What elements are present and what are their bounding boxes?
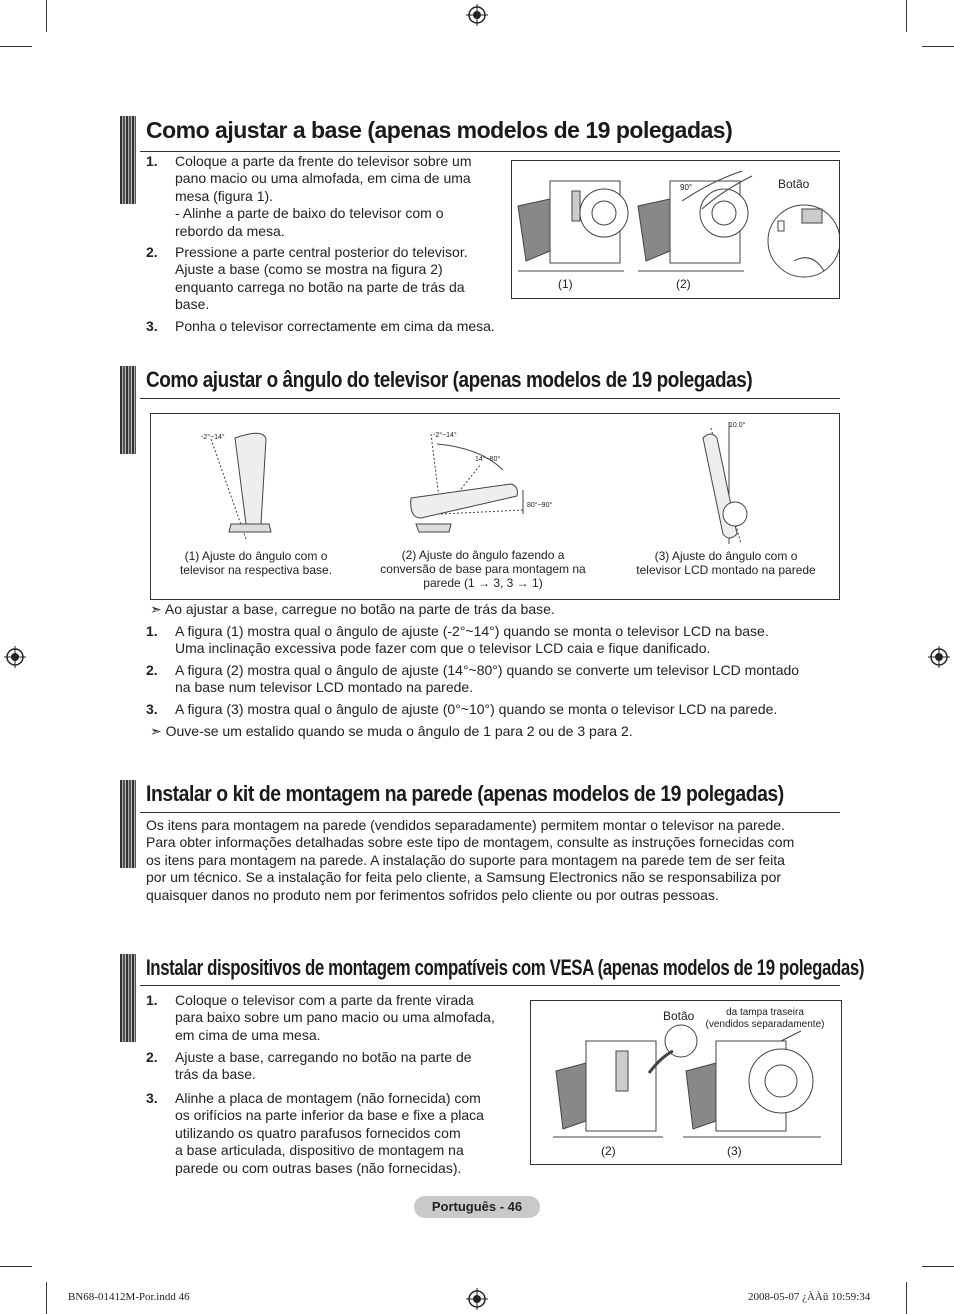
- step-text: A figura (2) mostra qual o ângulo de ajuste (14°~80°) quando se converte um televisor LCD montado na base num televisor LCD montado na parede.: [175, 662, 800, 696]
- crop-mark: [906, 1282, 907, 1314]
- section-title: Instalar dispositivos de montagem compatíveis com VESA (apenas modelos de 19 polegadas): [146, 955, 865, 980]
- figure-label: (2): [601, 1144, 616, 1158]
- step-text: A figura (1) mostra qual o ângulo de ajuste (-2°~14°) quando se monta o televisor LCD na base. Uma inclinação excessiva pode fazer com que o televisor LCD caia e fique danificado.: [175, 623, 769, 657]
- section-title: Como ajustar o ângulo do televisor (apenas modelos de 19 polegadas): [146, 367, 753, 392]
- page-number-badge: Português - 46: [414, 1196, 540, 1218]
- crop-mark: [46, 1282, 47, 1314]
- step-number: 2.: [146, 244, 158, 260]
- registration-mark-icon: [4, 646, 26, 668]
- step-number: 1.: [146, 153, 158, 169]
- figure-vesa-mount: [530, 1000, 842, 1165]
- crop-mark: [922, 46, 954, 47]
- figure-label: (1): [558, 277, 573, 291]
- crop-mark: [922, 1266, 954, 1267]
- section-bar: [120, 116, 136, 204]
- crop-mark: [0, 1266, 32, 1267]
- figure-caption: (3) Ajuste do ângulo com o televisor LCD montado na parede: [636, 549, 816, 577]
- figure-label: (3): [727, 1144, 742, 1158]
- step-text: Ponha o televisor correctamente em cima da mesa.: [175, 318, 495, 334]
- note: ➣ Ao ajustar a base, carregue no botão na parte de trás da base.: [150, 601, 555, 617]
- angle-label: 10.0°: [729, 422, 746, 429]
- crop-mark: [906, 0, 907, 32]
- button-label: Botão: [663, 1009, 695, 1023]
- step-text: A figura (3) mostra qual o ângulo de ajuste (0°~10°) quando se monta o televisor LCD na parede.: [175, 701, 778, 717]
- angle-label: 90°: [680, 183, 693, 192]
- crop-mark: [0, 46, 32, 47]
- section-rule: [140, 812, 840, 813]
- registration-mark-icon: [466, 4, 488, 26]
- angle-label: 14°~80°: [475, 456, 501, 463]
- note-icon: ➣: [150, 601, 162, 617]
- step-text: Ajuste a base, carregando no botão na parte de trás da base.: [175, 1049, 472, 1083]
- crop-mark: [46, 0, 47, 32]
- angle-label: 80°~90°: [527, 502, 553, 509]
- section-rule: [140, 985, 840, 986]
- cover-label: da tampa traseira (vendidos separadamente): [705, 1007, 825, 1030]
- step-text: Alinhe a placa de montagem (não fornecida) com os orifícios na parte inferior da base e fixe a placa utilizando os quatro parafusos fornecidos com a base articulada, dispositivo de montagem na parede ou com outras bases (não fornecidas).: [175, 1090, 484, 1176]
- figure-caption: (1) Ajuste do ângulo com o televisor na respectiva base.: [179, 549, 333, 577]
- section-rule: [140, 151, 840, 152]
- step-number: 3.: [146, 318, 158, 334]
- section-bar: [120, 780, 136, 868]
- step-number: 1.: [146, 992, 158, 1008]
- section-rule: [140, 398, 840, 399]
- registration-mark-icon: [466, 1288, 488, 1310]
- step-text: Coloque o televisor com a parte da frente virada para baixo sobre um pano macio ou uma almofada, em cima de uma mesa.: [175, 992, 495, 1043]
- angle-label: -2°~14°: [201, 434, 225, 441]
- paragraph: Os itens para montagem na parede (vendidos separadamente) permitem montar o televisor na parede. Para obter informações detalhadas sobre este tipo de montagem, consulte as instruções fornecidas com os itens para montagem na parede. A instalação do suporte para montagem na parede tem de ser feita por um técnico. Se a instalação for feita pelo cliente, a Samsung Electronics não se responsabiliza por quaisquer danos no produto nem por ferimentos sofridos pelo cliente ou por outras pessoas.: [146, 817, 795, 903]
- note: ➣ Ouve-se um estalido quando se muda o ângulo de 1 para 2 ou de 3 para 2.: [150, 723, 633, 739]
- file-info: BN68-01412M-Por.indd 46: [68, 1291, 190, 1303]
- step-text: Coloque a parte da frente do televisor sobre um pano macio ou uma almofada, em cima de uma mesa (figura 1). - Alinhe a parte de baixo do televisor com o rebordo da mesa.: [175, 153, 472, 239]
- button-label: Botão: [778, 177, 810, 191]
- note-icon: ➣: [150, 723, 162, 739]
- step-number: 3.: [146, 701, 158, 717]
- section-title: Como ajustar a base (apenas modelos de 19 polegadas): [146, 117, 733, 143]
- step-text: Pressione a parte central posterior do televisor. Ajuste a base (como se mostra na figura 2) enquanto carrega no botão na parte de trás da base.: [175, 244, 468, 313]
- registration-mark-icon: [928, 646, 950, 668]
- figure-base-adjust: [511, 160, 840, 299]
- figure-angle-adjust: [150, 413, 840, 600]
- step-number: 2.: [146, 1049, 158, 1065]
- figure-label: (2): [676, 277, 691, 291]
- figure-caption: (2) Ajuste do ângulo fazendo a conversão de base para montagem na parede (1 → 3, 3 → 1): [380, 548, 586, 590]
- section-title: Instalar o kit de montagem na parede (apenas modelos de 19 polegadas): [146, 781, 784, 806]
- section-bar: [120, 366, 136, 454]
- angle-label: -2°~14°: [433, 432, 457, 439]
- step-number: 2.: [146, 662, 158, 678]
- step-number: 3.: [146, 1090, 158, 1106]
- step-number: 1.: [146, 623, 158, 639]
- section-bar: [120, 954, 136, 1042]
- timestamp: 2008-05-07 ¿ÀÀü 10:59:34: [748, 1291, 871, 1303]
